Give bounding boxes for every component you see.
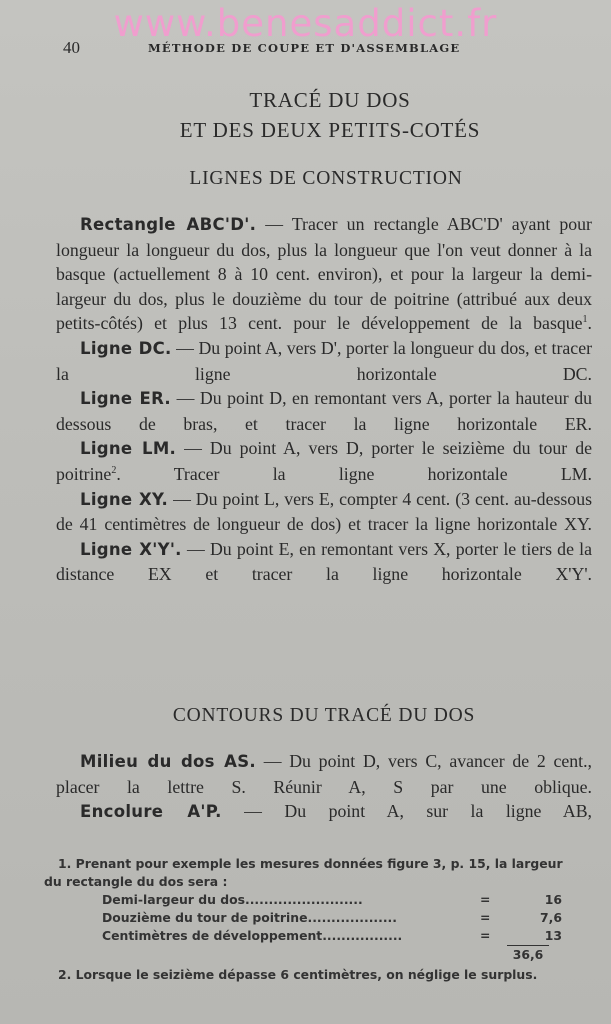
paragraph-ligne-xy <box>56 487 592 537</box>
page-number: 40 <box>63 38 80 57</box>
calc-value: 7,6 <box>540 910 562 925</box>
term-ligne-lm: Ligne LM. <box>80 439 177 459</box>
footnote-ref-1: 1 <box>582 314 588 326</box>
running-head: MÉTHODE DE COUPE ET D'ASSEMBLAGE <box>148 41 461 55</box>
text-encolure: — Du point A, sur la ligne AB, <box>244 801 592 822</box>
term-ligne-dc: Ligne DC. <box>80 338 172 358</box>
calc-total-row <box>44 946 600 964</box>
term-ligne-er: Ligne ER. <box>80 389 172 409</box>
calc-row <box>102 927 600 945</box>
footnote-ref-2: 2 <box>111 465 117 477</box>
contours-text <box>56 749 592 825</box>
paragraph-milieu <box>56 749 592 799</box>
calc-equals: = <box>480 910 491 925</box>
text-ligne-dc: — Du point A, vers D', porter la longueur du dos, et tracer la ligne horizontale DC. <box>56 337 593 384</box>
footnote-1-line-2: du rectangle du dos sera : <box>44 874 228 889</box>
text-ligne-lm-a: — Du point A, vers D, porter le seizième du tour de poitrine <box>56 438 592 484</box>
calc-label: Demi-largeur du dos......................... <box>102 892 363 907</box>
paragraph-ligne-xpyp <box>56 537 592 587</box>
paragraph-ligne-er <box>56 386 592 436</box>
footnote-2: 2. Lorsque le seizième dépasse 6 centimètres, on néglige le surplus. <box>58 967 538 982</box>
calc-value: 13 <box>544 928 562 943</box>
text-ligne-xpyp: — Du point E, en remontant vers X, porter le tiers de la distance EX et tracer la ligne horizontale X'Y'. <box>56 538 592 585</box>
calc-equals: = <box>480 892 491 907</box>
construction-lines-text <box>56 212 592 587</box>
text-rectangle: — Tracer un rectangle ABC'D' ayant pour longueur la longueur du dos, plus la longueur que l'on veut donner à la basque (actuellement 8 à 10 cent. environ), et pour la largeur la demi-largeur du dos, plus le douzième du tour de poitrine (attribué aux deux petits-côtés) et plus 13 cent. pour le développement de la basque <box>56 214 592 334</box>
text-rectangle-end: . <box>587 313 592 334</box>
term-encolure: Encolure A'P. <box>80 802 222 822</box>
section-heading-contours: CONTOURS DU TRACÉ DU DOS <box>172 705 476 726</box>
paragraph-encolure <box>56 799 592 825</box>
paragraph-ligne-lm <box>56 436 592 486</box>
calc-equals: = <box>480 928 491 943</box>
term-ligne-xy: Ligne XY. <box>80 489 169 509</box>
section-heading-construction: LIGNES DE CONSTRUCTION <box>189 168 463 189</box>
term-milieu: Milieu du dos AS. <box>80 752 256 771</box>
calc-label: Centimètres de développement................. <box>102 928 403 943</box>
calc-value: 16 <box>544 892 562 907</box>
watermark: www.benesaddict.fr <box>113 2 498 45</box>
calc-label: Douzième du tour de poitrine................... <box>102 910 397 925</box>
text-ligne-lm-b: . Tracer la ligne horizontale LM. <box>116 463 592 484</box>
paragraph-ligne-dc <box>56 336 592 386</box>
page-header <box>63 38 573 62</box>
term-rectangle: Rectangle ABC'D'. <box>80 215 257 234</box>
paragraph-rectangle <box>56 212 592 336</box>
text-ligne-er: — Du point D, en remontant vers A, porter la hauteur du dessous de bras, et tracer la ligne horizontale ER. <box>56 388 592 434</box>
calc-row <box>102 909 600 927</box>
footnote-1-line-1: 1. Prenant pour exemple les mesures données figure 3, p. 15, la largeur <box>58 856 563 871</box>
term-ligne-xpyp: Ligne X'Y'. <box>80 539 182 559</box>
text-milieu: — Du point D, vers C, avancer de 2 cent., placer la lettre S. Réunir A, S par une oblique. <box>56 751 592 797</box>
chapter-title-line-1: TRACÉ DU DOS <box>249 88 411 112</box>
calc-row <box>102 891 600 909</box>
chapter-title-line-2: ET DES DEUX PETITS-COTÉS <box>179 118 481 142</box>
footnotes <box>44 855 600 984</box>
text-ligne-xy: — Du point L, vers E, compter 4 cent. (3 cent. au-dessous de 41 centimètres de longueur de dos) et tracer la ligne horizontale XY. <box>56 488 593 535</box>
calc-total: 36,6 <box>512 947 544 962</box>
